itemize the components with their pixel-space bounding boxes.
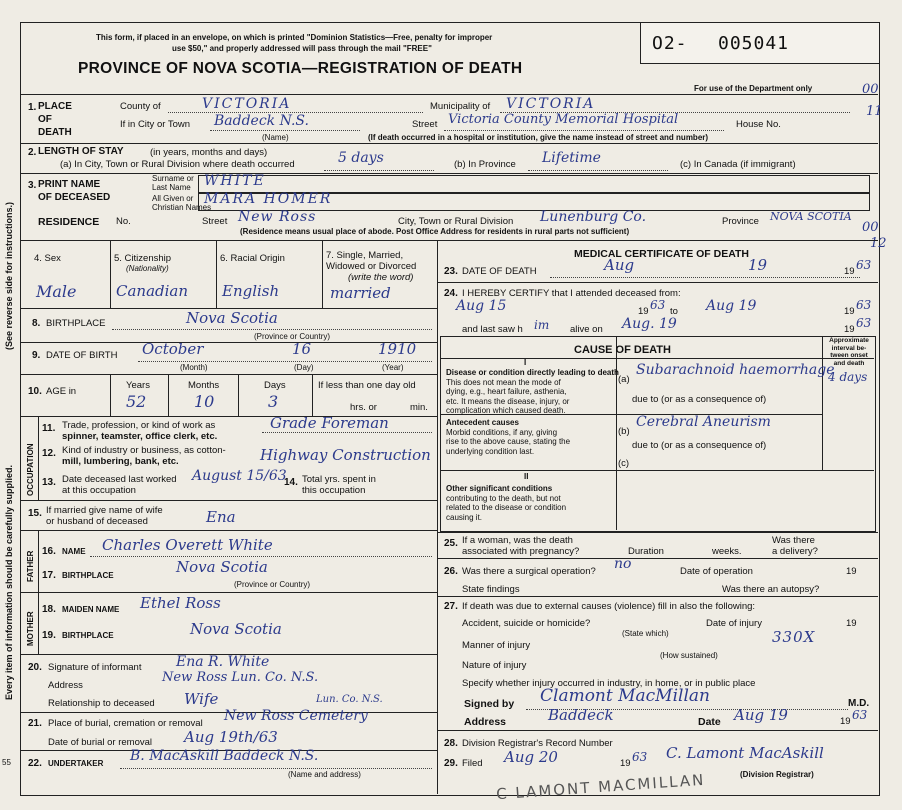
residence-province-value: NOVA SCOTIA [770, 210, 852, 223]
q29-number: 29. [444, 758, 458, 769]
date-injury-label: Date of injury [706, 618, 762, 629]
q23-number: 23. [444, 266, 458, 277]
attended-to-year: 63 [856, 298, 872, 312]
duration-label: Duration [628, 546, 664, 557]
mother-birthplace-value: Nova Scotia [190, 620, 282, 638]
occupation-trade-value: Grade Foreman [270, 414, 389, 432]
undertaker-label: UNDERTAKER [48, 759, 104, 768]
racial-origin-label: 6. Racial Origin [220, 253, 285, 264]
surgical-value: no [614, 556, 632, 572]
dob-year-value: 1910 [378, 340, 417, 358]
dob-day-sublabel: (Day) [294, 363, 314, 372]
city-label: If in City or Town [120, 119, 191, 130]
md-label: M.D. [848, 698, 870, 709]
stay-province-value: Lifetime [542, 150, 601, 166]
medical-certificate-title: MEDICAL CERTIFICATE OF DEATH [574, 248, 749, 260]
hrs-label: hrs. or [350, 402, 377, 413]
stay-city-value: 5 days [338, 150, 384, 166]
roman-one: I [524, 358, 527, 367]
municipality-value: VICTORIA [506, 96, 596, 112]
signed-date-label: Date [698, 716, 721, 728]
county-label: County of [120, 101, 161, 112]
birthplace-label: BIRTHPLACE [46, 318, 106, 329]
delivery-label: Was there a delivery? [772, 535, 818, 557]
age-months-label: Months [188, 380, 220, 391]
q26-number: 26. [444, 566, 458, 577]
alive-year: 63 [856, 316, 872, 330]
q15-number: 15. [28, 508, 42, 519]
date-last-worked-label: Date deceased last worked at this occupation [62, 474, 177, 496]
q3-number: 3. [28, 180, 37, 191]
manner-label: Manner of injury [462, 640, 531, 651]
less-than-day-label: If less than one day old [318, 380, 416, 391]
cause-of-death-title: CAUSE OF DEATH [574, 344, 671, 356]
mother-birthplace-label: BIRTHPLACE [62, 631, 114, 640]
dob-year-sublabel: (Year) [382, 363, 404, 372]
birthplace-sublabel: (Province or Country) [254, 332, 331, 341]
q16-number: 16. [42, 546, 56, 557]
racial-origin-value: English [222, 282, 280, 300]
surgical-label: Was there a surgical operation? [462, 566, 596, 577]
informant-address-label: Address [48, 680, 83, 691]
hospital-note: (If death occurred in a hospital or institution, give the name instead of street and number) [368, 133, 709, 142]
supply-info-vertical: Every item of information should be carefully supplied. [4, 464, 14, 700]
age-years-label: Years [126, 380, 150, 391]
age-label: AGE in [46, 386, 77, 397]
attended-to-yr-prefix: 19 [844, 306, 855, 317]
corner-mark-4: 12 [870, 236, 887, 251]
printed-doctor-name: C LAMONT MACMILLAN [495, 770, 706, 804]
doctor-address-value: Baddeck [548, 706, 614, 724]
cause-c-marker: (c) [618, 458, 630, 469]
relationship-label: Relationship to deceased [48, 698, 155, 709]
birthplace-value: Nova Scotia [186, 309, 278, 327]
residence-label: RESIDENCE [38, 216, 100, 228]
q21-number: 21. [28, 718, 42, 729]
burial-date-value: Aug 19th/63 [184, 728, 278, 746]
operation-date-year: 19 [846, 566, 857, 577]
page-number: 55 [2, 758, 11, 767]
disease-label: Disease or condition directly leading to death This does not mean the mode of dying, e.g., heart failure, asthenia, etc. It means the disease, injury, or complication which caused death. [446, 368, 619, 415]
sex-label: 4. Sex [34, 253, 61, 264]
age-months-value: 10 [194, 392, 215, 411]
burial-date-label: Date of burial or removal [48, 737, 153, 748]
marital-value: married [330, 284, 391, 302]
q14-number: 14. [284, 477, 298, 488]
burial-place-value: New Ross Cemetery [224, 708, 368, 724]
relationship-value: Wife [184, 690, 219, 708]
date-of-death-day: 19 [748, 256, 768, 274]
q11-number: 11. [42, 423, 56, 434]
q9-number: 9. [32, 350, 41, 361]
spouse-value: Ena [206, 508, 236, 526]
undertaker-sublabel: (Name and address) [288, 770, 361, 779]
q18-number: 18. [42, 604, 56, 615]
last-saw-pronoun: im [534, 318, 550, 332]
how-sustained-label: (How sustained) [660, 651, 718, 660]
residence-city-label: City, Town or Rural Division [398, 216, 514, 227]
length-of-stay-label: LENGTH OF STAY [38, 146, 124, 157]
nature-label: Nature of injury [462, 660, 527, 671]
maiden-name-label: MAIDEN NAME [62, 605, 120, 614]
residence-province-label: Province [722, 216, 759, 227]
specify-label: Specify whether injury occurred in industry, in home, or in public place [462, 678, 756, 689]
autopsy-label: Was there an autopsy? [722, 584, 820, 595]
record-number-label: Division Registrar's Record Number [462, 738, 613, 749]
min-label: min. [410, 402, 428, 413]
residence-street-label: Street [202, 216, 228, 227]
instructions-vertical: (See reverse side for instructions.) [4, 201, 14, 350]
alive-on-value: Aug. 19 [622, 316, 677, 332]
corner-mark-1: 00 [862, 82, 879, 97]
registration-prefix: O2- [652, 33, 688, 54]
name-sublabel: (Name) [262, 133, 289, 142]
occupation-industry-value: Highway Construction [260, 446, 431, 464]
residence-street-value: New Ross [238, 209, 317, 225]
pregnancy-label: If a woman, was the death associated with pregnancy? [462, 535, 580, 557]
relationship-extra: Lun. Co. N.S. [316, 694, 383, 705]
signed-date-year: 63 [852, 708, 868, 722]
code-value: 330X [772, 628, 816, 646]
cause-b-value: Cerebral Aneurism [636, 414, 771, 430]
surname-label: Surname or Last Name [152, 174, 194, 192]
filed-label: Filed [462, 758, 483, 769]
registrar-sublabel: (Division Registrar) [740, 770, 814, 779]
city-value: Baddeck N.S. [214, 113, 309, 129]
stay-city-label: (a) In City, Town or Rural Division where death occurred [60, 159, 295, 170]
mail-notice-2: use $50," and properly addressed will pass through the mail "FREE" [172, 44, 432, 53]
cause-a-value: Subarachnoid haemorrhage [636, 362, 835, 378]
registration-number: 005041 [718, 33, 790, 54]
date-injury-year: 19 [846, 618, 857, 629]
q8-number: 8. [32, 318, 41, 329]
q27-number: 27. [444, 601, 458, 612]
residence-no-label: No. [116, 216, 131, 227]
state-which-label: (State which) [622, 629, 669, 638]
age-days-value: 3 [268, 392, 279, 411]
given-names-label: All Given or Christian Names [152, 194, 212, 212]
attended-to: Aug 19 [706, 298, 757, 314]
attended-from-year: 63 [650, 298, 666, 312]
father-birthplace-value: Nova Scotia [176, 558, 268, 576]
external-causes-label: If death was due to external causes (violence) fill in also the following: [462, 601, 756, 612]
residence-city-value: Lunenburg Co. [540, 209, 647, 225]
q17-number: 17. [42, 570, 56, 581]
q13-number: 13. [42, 477, 56, 488]
q2-number: 2. [28, 147, 37, 158]
weeks-label: weeks. [712, 546, 742, 557]
street-value: Victoria County Memorial Hospital [448, 112, 679, 127]
filed-value: Aug 20 [504, 748, 558, 766]
q1-number: 1. [28, 102, 37, 113]
dob-month-value: October [142, 340, 204, 358]
age-days-label: Days [264, 380, 286, 391]
municipality-label: Municipality of [430, 101, 491, 112]
date-of-death-year-prefix: 19 [844, 266, 855, 277]
county-value: VICTORIA [202, 96, 292, 112]
given-names-value: MARA HOMER [204, 191, 333, 207]
corner-mark-3: 00 [862, 220, 879, 235]
attended-from-yr-prefix: 19 [638, 306, 649, 317]
state-findings-label: State findings [462, 584, 520, 595]
nationality-sublabel: (Nationality) [126, 264, 169, 273]
house-label: House No. [736, 119, 781, 130]
attended-from: Aug 15 [456, 298, 507, 314]
print-name-label: PRINT NAME OF DECEASED [38, 179, 111, 203]
filed-yr-prefix: 19 [620, 758, 631, 769]
other-conditions-label: Other significant conditions contributing to the death, but not related to the disease or condition causing it. [446, 484, 567, 522]
length-of-stay-sublabel: (in years, months and days) [150, 147, 268, 158]
form-title: PROVINCE OF NOVA SCOTIA—REGISTRATION OF DEATH [78, 60, 523, 77]
stay-canada-label: (c) In Canada (if immigrant) [680, 159, 796, 170]
date-last-worked-value: August 15/63 [192, 468, 287, 484]
signed-by-value: Clamont MacMillan [540, 686, 710, 706]
signed-by-label: Signed by [464, 698, 515, 710]
surname-value: WHITE [204, 173, 266, 189]
place-of-death-label: PLACE OF DEATH [38, 101, 72, 138]
doctor-address-label: Address [464, 716, 507, 728]
spouse-label: If married give name of wife or husband of deceased [46, 505, 163, 527]
q12-number: 12. [42, 448, 56, 459]
occupation-tab: OCCUPATION [26, 443, 35, 496]
maiden-name-value: Ethel Ross [140, 594, 221, 612]
cause-a-interval: 4 days [828, 370, 868, 384]
mail-notice-1: This form, if placed in an envelope, on which is printed "Dominion Statistics—Free, penalty for improper [96, 33, 493, 42]
registrar-signature: C. Lamont MacAskill [666, 744, 824, 762]
date-of-death-year: 63 [856, 258, 872, 272]
filed-year: 63 [632, 750, 648, 764]
alive-on-label: alive on [570, 324, 603, 335]
dob-label: DATE OF BIRTH [46, 350, 118, 361]
date-of-death-label: DATE OF DEATH [462, 266, 537, 277]
occupation-trade-label: Trade, profession, or kind of work as spinner, teamster, office clerk, etc. [62, 420, 218, 442]
dob-month-sublabel: (Month) [180, 363, 208, 372]
q25-number: 25. [444, 538, 458, 549]
father-birthplace-sublabel: (Province or Country) [234, 580, 311, 589]
due-to-a: due to (or as a consequence of) [632, 394, 767, 405]
roman-two: II [524, 472, 529, 481]
corner-mark-2: 11 [866, 104, 883, 119]
mother-tab: MOTHER [26, 611, 35, 646]
dob-day-value: 16 [292, 340, 312, 358]
q22-number: 22. [28, 758, 42, 769]
citizenship-value: Canadian [116, 282, 189, 300]
residence-note: (Residence means usual place of abode. Post Office Address for residents in rural parts not sufficient) [240, 227, 630, 236]
occupation-industry-label: Kind of industry or business, as cotton- mill, lumbering, bank, etc. [62, 445, 226, 467]
q20-number: 20. [28, 662, 42, 673]
cause-b-marker: (b) [618, 426, 630, 437]
signed-date-yr-prefix: 19 [840, 716, 851, 727]
signed-date-value: Aug 19 [734, 706, 788, 724]
last-saw-label: and last saw h [462, 324, 523, 335]
q28-number: 28. [444, 738, 458, 749]
marital-label: 7. Single, Married, Widowed or Divorced (write the word) [326, 250, 417, 283]
father-name-value: Charles Overett White [102, 536, 273, 554]
informant-signature-label: Signature of informant [48, 662, 142, 673]
q19-number: 19. [42, 630, 56, 641]
father-tab: FATHER [26, 550, 35, 582]
q10-number: 10. [28, 386, 42, 397]
undertaker-value: B. MacAskill Baddeck N.S. [130, 748, 319, 764]
date-of-death-month: Aug [604, 256, 635, 274]
department-note: For use of the Department only [694, 84, 813, 93]
q24-number: 24. [444, 288, 458, 299]
interval-header: Approximate interval be- tween onset and death [829, 337, 869, 367]
sex-value: Male [36, 282, 77, 301]
citizenship-label: 5. Citizenship [114, 253, 172, 264]
alive-yr-prefix: 19 [844, 324, 855, 335]
cause-a-marker: (a) [618, 374, 630, 385]
informant-signature-value: Ena R. White [176, 654, 270, 670]
attended-to-label: to [670, 306, 678, 317]
burial-place-label: Place of burial, cremation or removal [48, 718, 203, 729]
age-years-value: 52 [126, 392, 147, 411]
operation-date-label: Date of operation [680, 566, 753, 577]
certify-label: I HEREBY CERTIFY that I attended deceased from: [462, 288, 681, 299]
father-name-label: NAME [62, 547, 86, 556]
total-years-label: Total yrs. spent in this occupation [302, 474, 376, 496]
accident-label: Accident, suicide or homicide? [462, 618, 591, 629]
informant-address-value: New Ross Lun. Co. N.S. [162, 670, 319, 685]
street-label: Street [412, 119, 438, 130]
antecedent-label: Antecedent causes Morbid conditions, if any, giving rise to the above cause, stating the underlying condition last. [446, 418, 571, 456]
stay-province-label: (b) In Province [454, 159, 516, 170]
father-birthplace-label: BIRTHPLACE [62, 571, 114, 580]
due-to-b: due to (or as a consequence of) [632, 440, 767, 451]
